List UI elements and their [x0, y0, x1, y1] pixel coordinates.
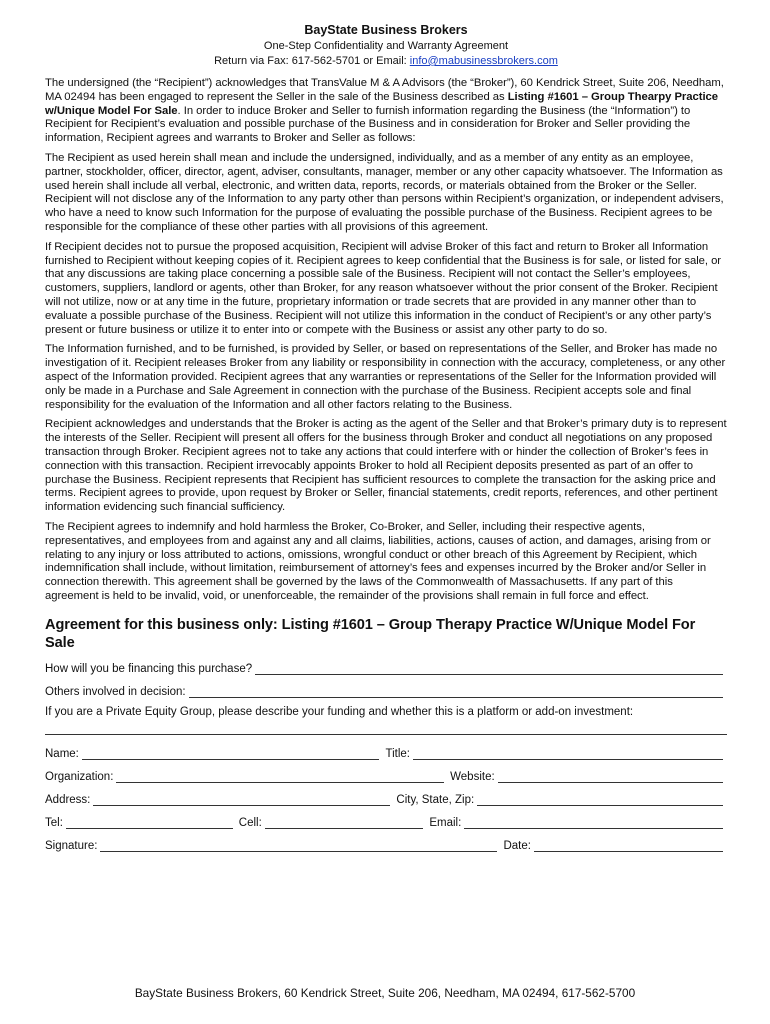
phone-email-row	[45, 813, 727, 829]
email-label: Email:	[429, 816, 462, 829]
intro-text-1: The undersigned (the “Recipient”) acknowledges that TransValue M & A Advisors (the “Broker”), 60 Kendrick Street, Suite 206, Needham, MA 02494 has been engaged to represent the Seller in the sale of the Business described as	[45, 77, 724, 103]
address-field[interactable]	[93, 794, 390, 806]
paragraph-information-release: The Information furnished, and to be furnished, is provided by Seller, or based on representations of the Seller, and Broker has made no investigation of it. Recipient releases Broker from any liability or responsibility in connection with the accuracy, completeness, or any other aspect of the Information provided. Recipient agrees that any warranties or representations of the Seller for the Information provided will only be made in a Purchase and Sale Agreement in connection with the purchase of the Business. Recipient accepts sole and final responsibility for the evaluation of the Information and all other factors relating to the Business.	[45, 343, 726, 411]
intro-paragraph	[45, 77, 727, 146]
others-label: Others involved in decision:	[45, 685, 186, 698]
return-contact	[45, 54, 727, 69]
footer-address: BayState Business Brokers, 60 Kendrick Street, Suite 206, Needham, MA 02494, 617-562-5700	[134, 986, 636, 1000]
intro-listing: Listing #1601 – Group Thearpy Practice w/Unique Model For Sale	[45, 90, 719, 117]
name-title-row	[45, 744, 727, 760]
city-field[interactable]	[477, 794, 723, 806]
tel-label: Tel:	[45, 816, 63, 829]
pe-question: If you are a Private Equity Group, please describe your funding and whether this is a platform or add-on investment:	[45, 705, 634, 718]
agreement-heading-prefix: Agreement for this business only: Listing	[45, 616, 333, 633]
date-label: Date:	[503, 839, 531, 852]
agreement-heading	[45, 616, 727, 652]
financing-row	[45, 659, 727, 675]
cell-label: Cell:	[238, 816, 262, 829]
financing-label: How will you be financing this purchase?	[45, 662, 253, 675]
agreement-subtitle: One-Step Confidentiality and Warranty Agreement	[263, 40, 509, 52]
tel-field[interactable]	[66, 817, 233, 829]
contact-fax-text: Return via Fax: 617-562-5701 or Email:	[214, 55, 410, 67]
cell-field[interactable]	[265, 817, 424, 829]
signature-label: Signature:	[45, 839, 98, 852]
website-field[interactable]	[498, 771, 723, 783]
name-label: Name:	[45, 747, 79, 760]
date-field[interactable]	[534, 840, 723, 852]
paragraph-broker-agency: Recipient acknowledges and understands that the Broker is acting as the agent of the Seller and that Broker’s primary duty is to represent the interests of the Seller. Recipient will present all offers for the business through Broker and conduct all negotiations on any proposed transaction through Broker. Recipient agrees not to take any actions that could interfere with or hinder the collection of Broker’s fees in connection with this transaction. Recipient irrevocably appoints Broker to hold all Recipient deposits presented as part of an offer to purchase the Business. Recipient represents that Recipient has sufficient resources to complete the transaction for the asking price and terms. Recipient agrees to provide, upon request by Broker or Seller, financial statements, credit reports, references, and other pertinent information evidencing such financial sufficiency.	[45, 418, 727, 514]
others-row	[45, 682, 727, 698]
title-label: Title:	[385, 747, 410, 760]
others-field[interactable]	[189, 686, 723, 698]
intro-text-2: . In order to induce Broker and Seller to furnish information regarding the Business (the “Information”) to Recipient for Recipient’s evaluation and possible purchase of the Business and in consideration for Broker and Seller providing the information, Recipient agrees and warrants to Broker and Seller as follows:	[45, 104, 691, 145]
document-header	[45, 22, 727, 69]
organization-field[interactable]	[116, 771, 444, 783]
organization-website-row	[45, 767, 727, 783]
website-label: Website:	[450, 770, 495, 783]
contact-email-link[interactable]: info@mabusinessbrokers.com	[409, 55, 558, 67]
paragraph-indemnification: The Recipient agrees to indemnify and hold harmless the Broker, Co-Broker, and Seller, including their respective agents, representatives, and employees from and against any and all claims, liabilities, actions, causes of action, and damages, arising from or relating to any injury or loss attributed to actions, omissions, wrongful conduct or other breach of this Agreement by Recipient, which indemnification shall include, without limitation, reimbursement of attorney’s fees and expenses incurred by the Broker and/or Seller in connection therewith. This agreement shall be governed by the laws of the Commonwealth of Massachusetts. If any part of this agreement is held to be invalid, void, or unenforceable, the remainder of the provisions shall remain in full force and effect.	[45, 520, 711, 602]
organization-label: Organization:	[45, 770, 114, 783]
paragraph-return-information: If Recipient decides not to pursue the proposed acquisition, Recipient will advise Broker of this fact and return to Broker all Information furnished to Recipient without keeping copies of it. Recipient agrees to keep confidential that the Business is for sale, or listed for sale, or that any discussions are taking place concerning a possible sale of the Business. Recipient will not contact the Seller’s employees, customers, suppliers, landlord or agents, other than Broker, for any reason whatsoever without the prior consent of the Broker. Recipient will not utilize, now or at any time in the future, proprietary information or trade secrets that are provided in any manner other than to evaluate a possible purchase of the Business. Recipient will not utilize this information in the conduct of Recipient’s or any other party’s present or future business or utilize it to enter into or compete with the Business or assist any other party to do so.	[45, 240, 722, 336]
pe-answer-field[interactable]	[45, 724, 727, 735]
document-page	[45, 22, 727, 852]
address-label: Address:	[45, 793, 91, 806]
signature-field[interactable]	[100, 840, 497, 852]
financing-field[interactable]	[255, 663, 723, 675]
title-field[interactable]	[413, 748, 723, 760]
company-name: BayState Business Brokers	[304, 23, 468, 37]
city-label: City, State, Zip:	[396, 793, 475, 806]
agreement-heading-listing: #1601 – Group Therapy Practice W/Unique Model For Sale	[45, 616, 696, 651]
name-field[interactable]	[82, 748, 380, 760]
email-field[interactable]	[464, 817, 723, 829]
paragraph-recipient-definition: The Recipient as used herein shall mean and include the undersigned, individually, and as a member of any entity as an employee, partner, stockholder, officer, director, agent, adviser, consultants, manager, member or any other capacity whatsoever. The Information as used herein shall include all verbal, electronic, and written data, reports, records, or materials obtained from the Broker or the Seller. Recipient will not disclose any of the Information to any party other than persons within Recipient’s organization, or independent advisers, who have a need to know such Information for the purpose of evaluating the possible purchase of the Business. Recipient agrees to be responsible for the compliance of these other parties with all provisions of this agreement.	[45, 151, 724, 233]
address-city-row	[45, 790, 727, 806]
signature-date-row	[45, 836, 727, 852]
